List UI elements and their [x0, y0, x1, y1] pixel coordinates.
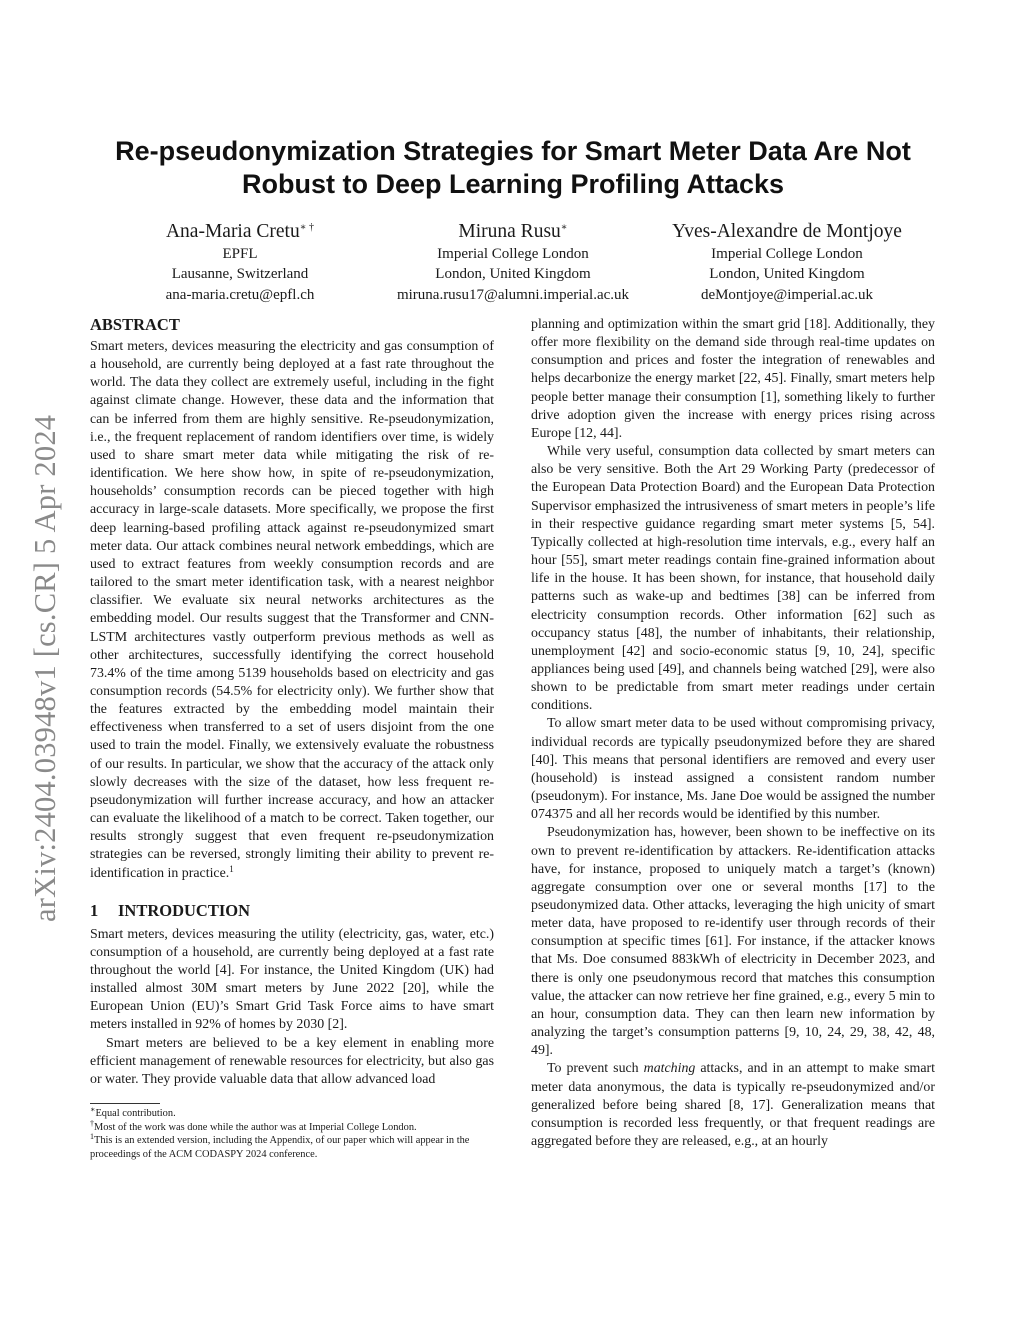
arxiv-identifier-stamp: arXiv:2404.03948v1 [cs.CR] 5 Apr 2024 [28, 414, 62, 922]
author-email: miruna.rusu17@alumni.imperial.ac.uk [396, 286, 630, 303]
author-location: London, United Kingdom [709, 266, 865, 283]
author-name: Miruna Rusu∗ [458, 221, 568, 242]
author-marks: ∗ † [299, 222, 315, 233]
left-column [90, 314, 494, 1161]
body-paragraph: To prevent such matching attacks, and in an attempt to make smart meter data anonymous, the data is typically re-pseudonymized and/or generalized before being shared [8, 17]. Generalization means that consumption is recorded less frequently, or that frequent readings are aggregated before they are released, e.g., at an hourly [531, 1061, 935, 1150]
body-paragraph: planning and optimization within the smart grid [18]. Additionally, they offer more flexibility on the demand side through real-time updates on consumption and prices and foster the integration of renewables and helps decarbonize the energy market [22, 45]. Finally, smart meters help people better manage their consumption [1], something likely to further drive adoption given the increase with energy prices rising across Europe [12, 44]. [531, 317, 935, 441]
author-location: London, United Kingdom [435, 266, 591, 283]
author-affiliation: Imperial College London [437, 246, 589, 262]
body-paragraph: While very useful, consumption data collected by smart meters can also be very sensitive. Both the Art 29 Working Party (predecessor of the European Data Protection Board) and the European Data Protection Supervisor emphasized the intrusiveness of smart meters in people’s life in their respective guidance regarding smart meter systems [5, 54]. Typically collected at high-resolution time intervals, e.g., every half an hour [55], smart meter readings contain fine-grained information about life in the house. It has been shown, for instance, that household daily patterns such as wake-up and bedtimes [38] can be inferred from electricity consumption records. Other information [62] such as occupancy status [48], the number of inhabitants, their relationship, unemployment [42] and socio-economic status [9, 10, 24], specific appliances being used [49], and channels being watched [29], were also shown to be predictable from smart meter readings under certain conditions. [531, 444, 935, 714]
author-name: Ana-Maria Cretu∗ † [165, 221, 315, 242]
author-affiliation: EPFL [222, 246, 258, 262]
author-name: Yves-Alexandre de Montjoye [672, 221, 902, 242]
footnotes [90, 1107, 494, 1161]
footnote-divider [90, 1103, 160, 1104]
body-paragraph: Pseudonymization has, however, been shown to be ineffective on its own to prevent re-identification by attackers. Re-identification attacks have, for instance, proposed to uniquely match a target’s (known) aggregate consumption over one or several months [17] to the pseudonymized data. Other attacks, leveraging the high unicity of smart meter data, have proposed to re-identify user through records of their consumption at specific times [61]. For instance, if the attacker knows that Ms. Doe consumed 883kWh of electricity in December 2023, and there is only one pseudonymous record that matches this consumption value, the attacker can now retrieve her fine grained, e.g., every 5 min to an hour, consumption data. They can then learn new information by analyzing the target’s consumption patterns [9, 10, 24, 29, 38, 42, 48, 49]. [531, 825, 935, 1059]
emphasis: matching [643, 1061, 696, 1077]
author-block-3 [660, 219, 914, 305]
footnote: †Most of the work was done while the author was at Imperial College London. [90, 1118, 417, 1133]
right-column [531, 316, 935, 1151]
intro-paragraph: Smart meters are believed to be a key element in enabling more efficient management of renewable resources for electricity, but also gas or water. They provide valuable data that allow advanced load [90, 1035, 494, 1087]
intro-paragraph: Smart meters, devices measuring the utility (electricity, gas, water, etc.) consumption of a household, are currently being deployed at a fast rate throughout the world [4]. For instance, the United Kingdom (UK) had installed almost 30M smart meters by June 2022 [20], while the European Union (EU)’s Smart Grid Task Force aims to have smart meters installed in 92% of homes by 2030 [2]. [90, 926, 494, 1033]
abstract-heading: ABSTRACT [90, 315, 180, 334]
footnote-reference: 1 [229, 863, 234, 874]
introduction-heading: 1 INTRODUCTION [90, 900, 251, 920]
author-block-1 [130, 219, 350, 305]
author-marks: ∗ [560, 222, 568, 233]
footnote: $^1$This is an extended version, including the Appendix, of our paper which will appear in the proceedings of the ACM CODASPY 2024 conference. [90, 1132, 470, 1160]
abstract-paragraph: Smart meters, devices measuring the electricity and gas consumption of a household, are currently being deployed at a fast rate throughout the world. The data they collect are extremely useful, including in the fight against climate change. However, these data and the information that can be inferred from them are highly sensitive. Re-pseudonymization, i.e., the frequent replacement of random identifiers over time, is widely used to share smart meter data while mitigating the risk of re-identification. We here show how, in spite of re-pseudonymization, households’ consumption records can be pieced together with high accuracy in large-scale datasets. More specifically, we propose the first deep learning-based profiling attack against re-pseudonymized smart meter data. Our attack combines neural network embeddings, which are used to extract features from weekly consumption records and are tailored to the smart meter identification task, with a nearest neighbor classifier. We evaluate six neural networks architectures as the embedding model. Our results suggest that the Transformer and CNN-LSTM architectures vastly outperform previous methods as well as other architectures, successfully identifying the correct household 73.4% of the time among 5139 households based on electricity and gas consumption records (54.5% for electricity only). We further show that the features extracted by the embedding model maintain their effectiveness when transferred to a set of users disjoint from the one used to train the model. Finally, we extensively evaluate the robustness of our results. In particular, we show that the accuracy of the attack only slowly decreases with the size of the dataset, how less frequent re-pseudonymization will further increase accuracy, and how an attacker can evaluate the likelihood of a match to be correct. Taken together, our results strongly suggest that even frequent re-pseudonymization strategies can be reversed, strongly limiting their ability to prevent re-identification in practice.$^1$ [90, 339, 494, 881]
author-location: Lausanne, Switzerland [171, 266, 309, 283]
author-block-2 [368, 219, 658, 305]
author-affiliation: Imperial College London [711, 246, 863, 262]
author-email: deMontjoye@imperial.ac.uk [700, 286, 874, 303]
author-email: ana-maria.cretu@epfl.ch [165, 286, 315, 303]
paper-title: Re-pseudonymization Strategies for Smart Meter Data Are Not Robust to Deep Learning Profiling Attacks [115, 136, 911, 199]
section-number: 1 [90, 900, 99, 920]
footnote: ∗Equal contribution. [90, 1105, 176, 1120]
body-paragraph: To allow smart meter data to be used without compromising privacy, individual records are typically pseudonymized before they are shared [40]. This means that personal identifiers are removed and every user (household) is instead assigned a consistent random number (pseudonym). For instance, Ms. Jane Doe would be assigned the number 074375 and all her records would be identified by this number. [531, 716, 935, 823]
